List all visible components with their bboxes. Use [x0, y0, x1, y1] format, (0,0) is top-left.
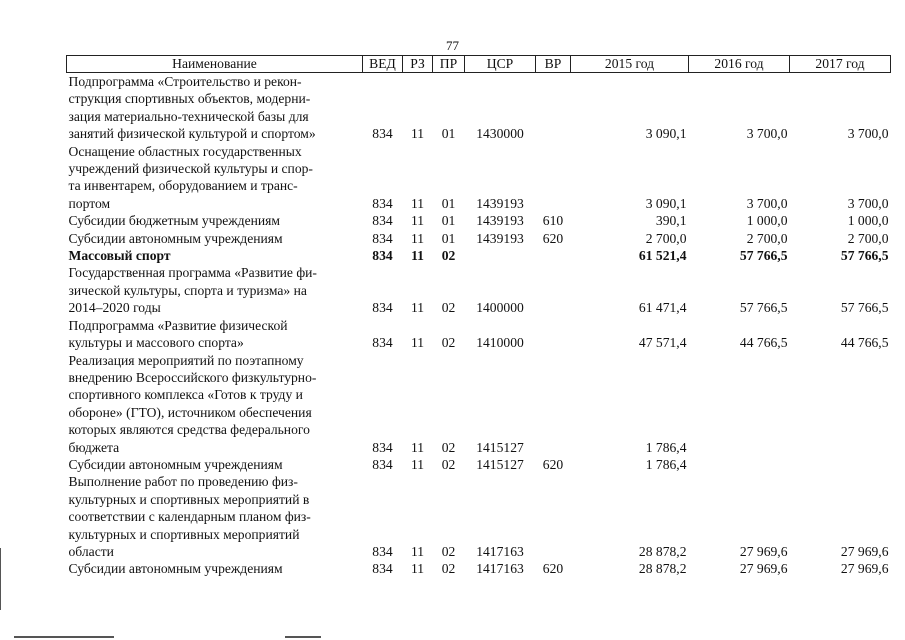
cell-2015: 61 521,4 — [638, 248, 687, 264]
cell-2015: 61 471,4 — [638, 300, 687, 316]
cell-2016: 27 969,6 — [739, 543, 788, 559]
table-row — [67, 230, 891, 247]
cell-csr: 1430000 — [476, 126, 524, 142]
cell-csr: 1439193 — [476, 230, 524, 246]
cell-vr — [536, 143, 571, 213]
header-rz: РЗ — [403, 56, 433, 73]
cell-vr: 620 — [542, 230, 564, 246]
cell-2017: 2 700,0 — [847, 230, 889, 246]
header-2015: 2015 год — [571, 56, 689, 73]
cell-2015: 28 878,2 — [638, 561, 687, 577]
cell-2017: 57 766,5 — [840, 300, 889, 316]
cell-rz: 11 — [410, 335, 425, 351]
cell-ved: 834 — [372, 248, 393, 264]
cell-2015: 3 090,1 — [645, 126, 687, 142]
cell-2017 — [790, 352, 891, 456]
cell-rz: 11 — [410, 456, 425, 472]
cell-2017: 57 766,5 — [840, 248, 889, 264]
cell-pr: 02 — [441, 335, 456, 351]
cell-csr: 1410000 — [476, 335, 524, 351]
cell-ved: 834 — [372, 335, 393, 351]
cell-vr — [536, 247, 571, 264]
cell-vr: 610 — [542, 213, 564, 229]
cell-name: Государственная программа «Развитие фи- зической культуры, спорта и туризма» на 2014–2020 годы — [68, 265, 317, 316]
cell-rz: 11 — [410, 543, 425, 559]
table-row — [67, 247, 891, 264]
cell-pr: 02 — [441, 561, 456, 577]
budget-table — [66, 55, 891, 578]
cell-vr — [536, 264, 571, 316]
cell-2015: 1 786,4 — [645, 439, 687, 455]
cell-2017: 3 700,0 — [847, 126, 889, 142]
cell-rz: 11 — [410, 126, 425, 142]
cell-pr: 02 — [441, 543, 456, 559]
cell-rz: 11 — [411, 248, 424, 264]
cell-2015: 3 090,1 — [645, 195, 687, 211]
table-row — [67, 473, 891, 560]
cell-2015: 28 878,2 — [638, 543, 687, 559]
scan-edge-mark — [14, 636, 114, 638]
table-row — [67, 264, 891, 316]
cell-name: Субсидии бюджетным учреждениям — [68, 213, 281, 229]
cell-pr: 02 — [441, 248, 456, 264]
cell-csr: 1400000 — [476, 300, 524, 316]
header-pr: ПР — [433, 56, 465, 73]
cell-ved: 834 — [372, 439, 393, 455]
cell-csr: 1415127 — [476, 439, 524, 455]
table-row — [67, 73, 891, 143]
cell-2016: 1 000,0 — [746, 213, 788, 229]
cell-name: Субсидии автономным учреждениям — [68, 456, 283, 472]
cell-pr: 01 — [441, 230, 456, 246]
cell-2017: 44 766,5 — [840, 335, 889, 351]
cell-rz: 11 — [410, 561, 425, 577]
scan-edge-mark — [285, 636, 321, 638]
cell-2016: 3 700,0 — [746, 126, 788, 142]
cell-ved: 834 — [372, 195, 393, 211]
cell-pr: 01 — [441, 195, 456, 211]
cell-pr: 02 — [441, 456, 456, 472]
header-csr: ЦСР — [465, 56, 536, 73]
table-row — [67, 212, 891, 229]
cell-2017: 27 969,6 — [840, 543, 889, 559]
header-name: Наименование — [67, 56, 363, 73]
cell-2017: 3 700,0 — [847, 195, 889, 211]
cell-vr — [536, 317, 571, 352]
cell-vr — [536, 352, 571, 456]
scan-edge-mark — [0, 548, 1, 610]
header-2017: 2017 год — [790, 56, 891, 73]
cell-2016: 27 969,6 — [739, 561, 788, 577]
cell-2016: 57 766,5 — [739, 248, 788, 264]
cell-ved: 834 — [372, 126, 393, 142]
cell-csr: 1415127 — [476, 456, 524, 472]
cell-2016 — [689, 352, 790, 456]
cell-rz: 11 — [410, 230, 425, 246]
header-2016: 2016 год — [689, 56, 790, 73]
table-row — [67, 317, 891, 352]
page-number: 77 — [446, 38, 459, 53]
cell-2016: 2 700,0 — [746, 230, 788, 246]
cell-pr: 01 — [441, 213, 456, 229]
cell-2016 — [689, 456, 790, 473]
cell-2017: 27 969,6 — [840, 561, 889, 577]
cell-2015: 2 700,0 — [645, 230, 687, 246]
cell-name: Подпрограмма «Развитие физической культуры и массового спорта» — [68, 317, 288, 351]
cell-2015: 390,1 — [655, 213, 687, 229]
cell-2016: 44 766,5 — [739, 335, 788, 351]
cell-csr — [465, 247, 536, 264]
cell-csr: 1417163 — [476, 561, 524, 577]
table-row — [67, 456, 891, 473]
cell-csr: 1417163 — [476, 543, 524, 559]
cell-name: Подпрограмма «Строительство и рекон- струкция спортивных объектов, модерни- зация материально-технической базы для занятий физической культурой и спортом» — [68, 74, 316, 142]
cell-vr — [536, 73, 571, 143]
cell-2015: 47 571,4 — [638, 335, 687, 351]
cell-pr: 02 — [441, 439, 456, 455]
cell-rz: 11 — [410, 439, 425, 455]
cell-name: Субсидии автономным учреждениям — [68, 230, 283, 246]
table-body — [67, 73, 891, 578]
cell-rz: 11 — [410, 195, 425, 211]
table-row — [67, 560, 891, 577]
cell-ved: 834 — [372, 300, 393, 316]
cell-ved: 834 — [372, 561, 393, 577]
cell-name: Оснащение областных государственных учреждений физической культуры и спор- та инвентарем, оборудованием и транс- портом — [68, 143, 313, 211]
header-ved: ВЕД — [363, 56, 403, 73]
cell-ved: 834 — [372, 456, 393, 472]
cell-ved: 834 — [372, 213, 393, 229]
cell-2015: 1 786,4 — [645, 456, 687, 472]
cell-name: Реализация мероприятий по поэтапному внедрению Всероссийского физкультурно- спортивного комплекса «Готов к труду и обороне» (ГТО), источником обеспечения которых являются средства федерального бюджета — [68, 352, 317, 455]
table-row — [67, 352, 891, 456]
table-header-row — [67, 56, 891, 73]
cell-rz: 11 — [410, 213, 425, 229]
cell-name: Массовый спорт — [68, 248, 171, 264]
cell-rz: 11 — [410, 300, 425, 316]
cell-pr: 02 — [441, 300, 456, 316]
cell-2017: 1 000,0 — [847, 213, 889, 229]
cell-csr: 1439193 — [476, 195, 524, 211]
cell-vr — [536, 473, 571, 560]
cell-vr: 620 — [542, 456, 564, 472]
header-vr: ВР — [536, 56, 571, 73]
cell-ved: 834 — [372, 230, 393, 246]
cell-pr: 01 — [441, 126, 456, 142]
cell-name: Субсидии автономным учреждениям — [68, 561, 283, 577]
cell-vr: 620 — [542, 561, 564, 577]
cell-ved: 834 — [372, 543, 393, 559]
cell-2017 — [790, 456, 891, 473]
cell-2016: 3 700,0 — [746, 195, 788, 211]
table-row — [67, 143, 891, 213]
cell-2016: 57 766,5 — [739, 300, 788, 316]
cell-csr: 1439193 — [476, 213, 524, 229]
cell-name: Выполнение работ по проведению физ- культурных и спортивных мероприятий в соответствии с календарным планом физ- культурных и спортивных мероприятий области — [68, 474, 311, 559]
